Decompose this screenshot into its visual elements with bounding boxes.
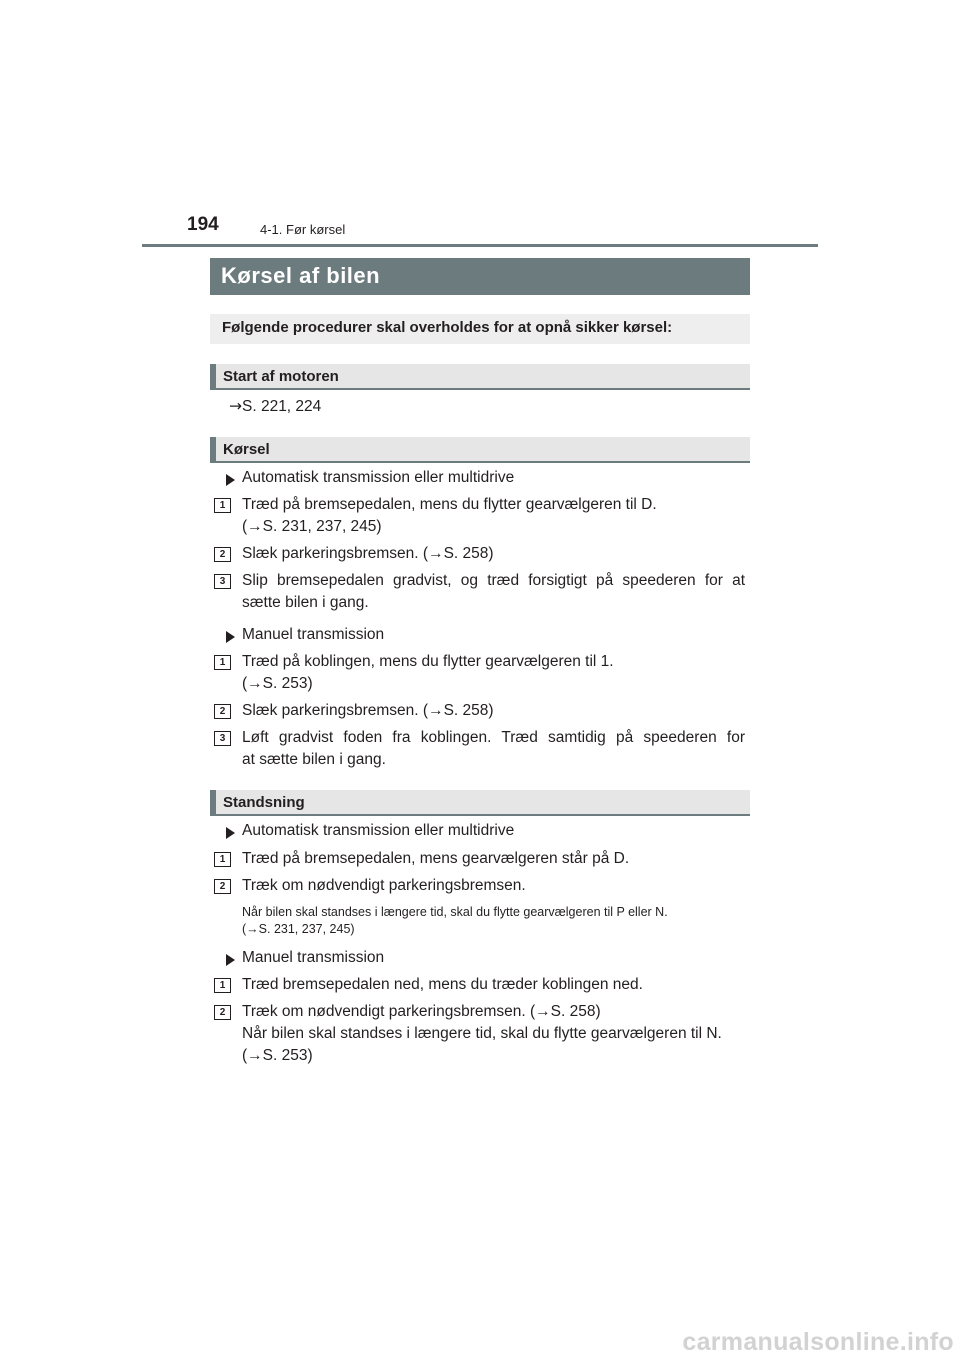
driving-manual-step3: Løft gradvist foden fra koblingen. Træd samtidig på speederen for <box>242 729 745 746</box>
driving-manual-subheading: Manuel transmission <box>242 626 385 643</box>
step-number-badge: 3 <box>214 731 231 746</box>
step-number-badge: 3 <box>214 574 231 589</box>
triangle-bullet-icon <box>226 827 235 839</box>
heading-stopping-label: Standsning <box>223 794 305 811</box>
intro-box <box>210 314 750 344</box>
driving-auto-step3-cont: sætte bilen i gang. <box>242 594 369 611</box>
intro-text: Følgende procedurer skal overholdes for at opnå sikker kørsel: <box>222 319 673 336</box>
driving-manual-step3-cont: at sætte bilen i gang. <box>242 751 386 768</box>
section-reference: 4-1. Før kørsel <box>260 222 346 237</box>
stopping-auto-note-ref: (→S. 231, 237, 245) <box>242 922 355 936</box>
triangle-bullet-icon <box>226 954 235 966</box>
stopping-manual-subheading: Manuel transmission <box>242 949 385 966</box>
step-number-badge: 2 <box>214 704 231 719</box>
driving-auto-subheading: Automatisk transmission eller multidrive <box>242 469 515 486</box>
stopping-auto-step2: Træk om nødvendigt parkeringsbremsen. <box>242 877 526 894</box>
start-engine-reference <box>229 397 321 416</box>
triangle-bullet-icon <box>226 474 235 486</box>
driving-auto-step1: Træd på bremsepedalen, mens du flytter gearvælgeren til D. <box>242 496 657 513</box>
driving-manual-step1: Træd på koblingen, mens du flytter gearvælgeren til 1. <box>242 653 614 670</box>
stopping-manual-step2: Træk om nødvendigt parkeringsbremsen. (→S. 258) <box>242 1003 601 1020</box>
step-number-badge: 2 <box>214 547 231 562</box>
driving-auto-step3: Slip bremsepedalen gradvist, og træd forsigtigt på speederen for at <box>242 572 745 589</box>
section-title-bar <box>210 258 750 295</box>
header-divider <box>142 244 818 247</box>
heading-driving <box>210 437 750 463</box>
heading-stopping <box>210 790 750 816</box>
stopping-manual-step2-ref: (→S. 253) <box>242 1047 313 1064</box>
triangle-bullet-icon <box>226 631 235 643</box>
stopping-auto-step1: Træd på bremsepedalen, mens gearvælgeren står på D. <box>242 850 630 867</box>
arrow-icon: → <box>229 397 242 415</box>
driving-auto-step2: Slæk parkeringsbremsen. (→S. 258) <box>242 545 494 562</box>
stopping-auto-subheading: Automatisk transmission eller multidrive <box>242 822 515 839</box>
step-number-badge: 1 <box>214 978 231 993</box>
step-number-badge: 1 <box>214 498 231 513</box>
driving-manual-step1-ref: (→S. 253) <box>242 675 313 692</box>
start-engine-ref-pages: S. 221, 224 <box>242 398 322 415</box>
step-number-badge: 2 <box>214 879 231 894</box>
section-title: Kørsel af bilen <box>221 263 381 288</box>
step-number-badge: 2 <box>214 1005 231 1020</box>
driving-manual-step2: Slæk parkeringsbremsen. (→S. 258) <box>242 702 494 719</box>
heading-driving-label: Kørsel <box>223 441 270 458</box>
stopping-manual-step1: Træd bremsepedalen ned, mens du træder koblingen ned. <box>242 976 643 993</box>
page-number: 194 <box>187 214 219 235</box>
footer-watermark <box>536 1326 960 1358</box>
step-number-badge: 1 <box>214 655 231 670</box>
stopping-manual-step2-note: Når bilen skal standses i længere tid, skal du flytte gearvælgeren til N. <box>242 1025 722 1042</box>
watermark-text: carmanualsonline.info <box>682 1328 954 1356</box>
heading-start-engine <box>210 364 750 390</box>
page-header <box>0 0 960 246</box>
driving-auto-step1-ref: (→S. 231, 237, 245) <box>242 518 382 535</box>
stopping-auto-note: Når bilen skal standses i længere tid, skal du flytte gearvælgeren til P eller N. <box>242 905 668 919</box>
heading-start-engine-label: Start af motoren <box>223 368 339 385</box>
step-number-badge: 1 <box>214 852 231 867</box>
